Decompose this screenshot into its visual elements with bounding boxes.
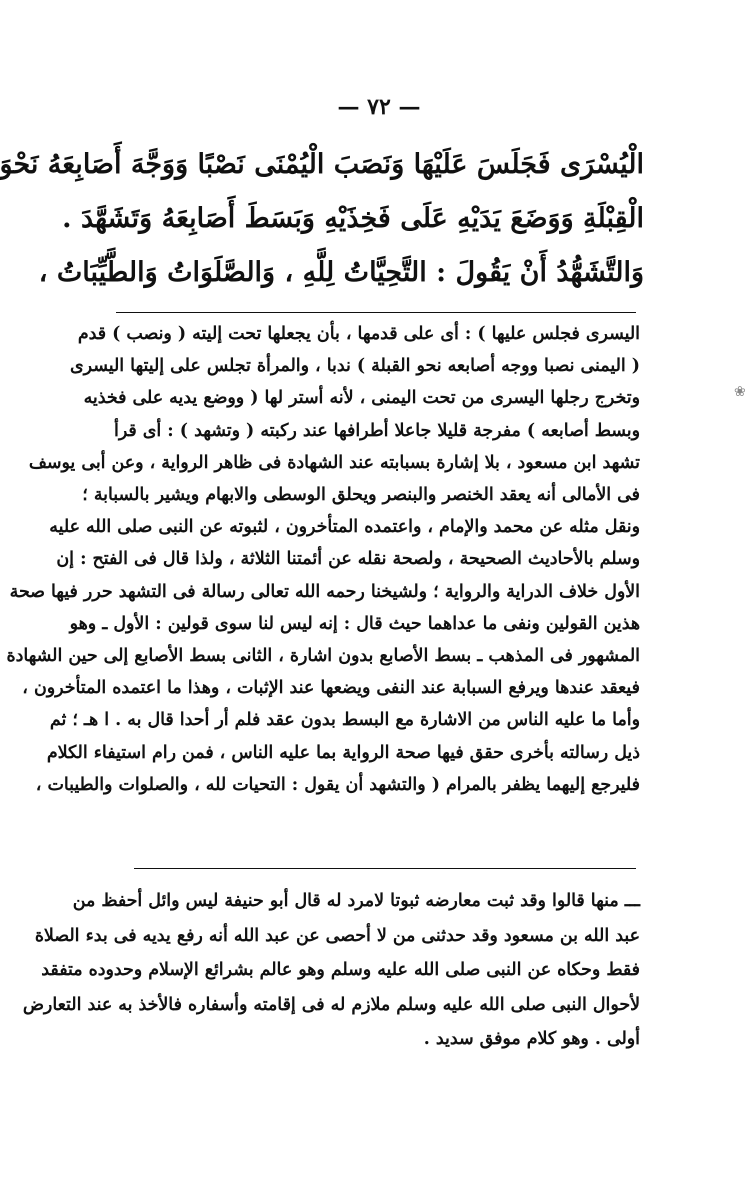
main-text-line: وَالتَّشَهُّدُ أَنْ يَقُولَ : التَّحِيَّاتُ لِلَّهِ ، وَالصَّلَوَاتُ وَالطَّيِّبَاتُ ، xyxy=(38,257,644,288)
commentary-line: ذيل رسالته بأخرى حقق فيها صحة الرواية بما عليه الناس ، فمن رام استيفاء الكلام xyxy=(46,742,640,763)
footnote-line: ـــ منها قالوا وقد ثبت معارضه ثبوتا لامرد له قال أبو حنيفة ليس وائل أحفظ من xyxy=(72,891,640,911)
margin-mark: ❀ xyxy=(734,384,746,400)
footnote-line: لأحوال النبى صلى الله عليه وسلم ملازم له فى إقامته وأسفاره فالأخذ به عند التعارض xyxy=(22,994,640,1015)
page-number: — ٧٢ — xyxy=(337,94,421,120)
commentary-line: المشهور فى المذهب ـ بسط الأصابع بدون اشارة ، الثانى بسط الأصابع إلى حين الشهادة xyxy=(6,646,640,667)
commentary-line: ونقل مثله عن محمد والإمام ، واعتمده المتأخرون ، لثبوته عن النبى صلى الله عليه xyxy=(49,517,640,538)
commentary-line: وسلم بالأحاديث الصحيحة ، ولصحة نقله عن أئمتنا الثلاثة ، ولذا قال فى الفتح : إن xyxy=(56,549,640,570)
commentary-line: وبسط أصابعه ) مفرجة قليلا جاعلا أطرافها عند ركبته ( وتشهد ) : أى قرأ xyxy=(114,420,640,441)
footnote-line: أولى . وهو كلام موفق سديد . xyxy=(423,1029,640,1049)
commentary-line: فيعقد عندها ويرفع السبابة عند النفى ويضعها عند الإثبات ، وهذا ما اعتمده المتأخرون ، xyxy=(22,678,640,699)
commentary-line: تشهد ابن مسعود ، بلا إشارة بسبابته عند الشهادة فى ظاهر الرواية ، وعن أبى يوسف xyxy=(28,452,640,473)
footnote-line: عبد الله بن مسعود وقد حدثنى من لا أحصى عن عبد الله أنه رفع يديه فى بدء الصلاة xyxy=(34,925,640,946)
commentary-line: اليسرى فجلس عليها ) : أى على قدمها ، بأن يجعلها تحت إليته ( ونصب ) قدم xyxy=(77,324,640,344)
commentary-text xyxy=(6,318,640,801)
commentary-line: ( اليمنى نصبا ووجه أصابعه نحو القبلة ) ندبا ، والمرأة تجلس على إليتها اليسرى xyxy=(70,356,640,377)
commentary-line: وتخرج رجلها اليسرى من تحت اليمنى ، لأنه أستر لها ( ووضع يديه على فخذيه xyxy=(83,388,640,409)
main-divider xyxy=(116,312,636,313)
commentary-line: الأول خلاف الدراية والرواية ؛ ولشيخنا رحمه الله تعالى رسالة فى التشهد حرر فيها صحة xyxy=(9,581,640,602)
commentary-line: هذين القولين ونفى ما عداهما حيث قال : إنه ليس لنا سوى قولين : الأول ـ وهو xyxy=(69,613,640,634)
commentary-line: وأما ما عليه الناس من الاشارة مع البسط بدون عقد فلم أر أحدا قال به . ا هـ ؛ ثم xyxy=(49,710,640,731)
main-text-line: الْيُسْرَى فَجَلَسَ عَلَيْهَا وَنَصَبَ الْيُمْنَى نَصْبًا وَوَجَّهَ أَصَابِعَهُ نَحْوَ xyxy=(0,149,644,180)
footnote-text xyxy=(22,884,640,1057)
footnote-line: فقط وحكاه عن النبى صلى الله عليه وسلم وهو عالم بشرائع الإسلام وحدوده متفقد xyxy=(41,960,640,980)
footnote-divider xyxy=(134,868,636,869)
commentary-line: فى الأمالى أنه يعقد الخنصر والبنصر ويحلق الوسطى والابهام ويشير بالسبابة ؛ xyxy=(82,485,640,506)
commentary-line: فليرجع إليهما يظفر بالمرام ( والتشهد أن يقول : التحيات لله ، والصلوات والطيبات ، xyxy=(35,774,640,795)
main-text-line: الْقِبْلَةِ وَوَضَعَ يَدَيْهِ عَلَى فَخِذَيْهِ وَبَسَطَ أَصَابِعَهُ وَتَشَهَّدَ . xyxy=(62,203,644,234)
main-text xyxy=(0,138,644,300)
